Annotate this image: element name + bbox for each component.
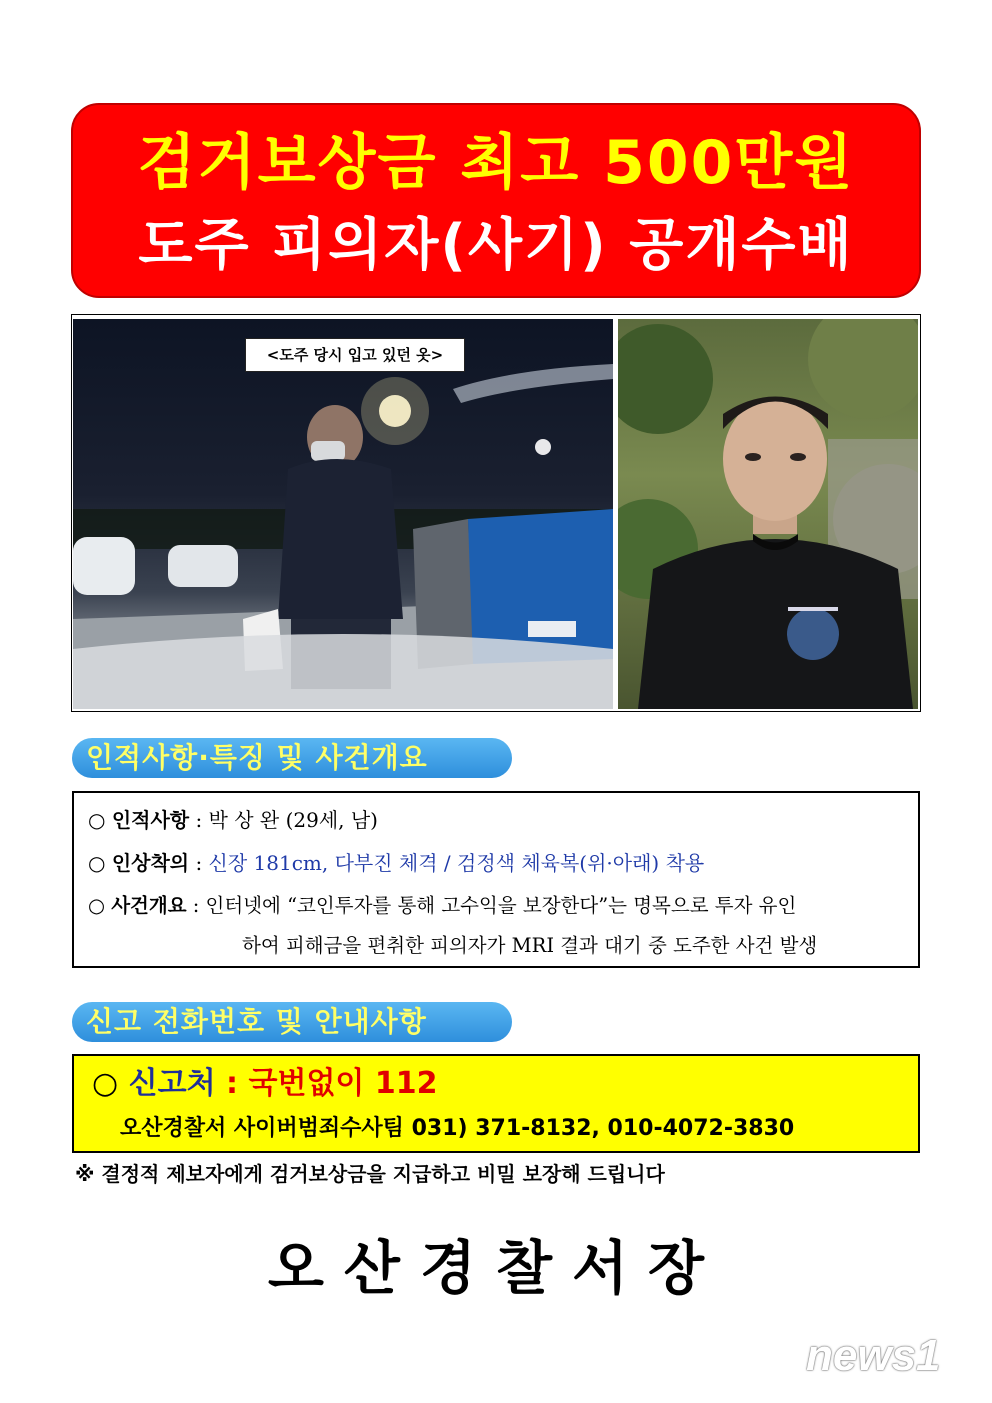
- contact-line: 오산경찰서 사이버범죄수사팀 031) 371-8132, 010-4072-3830: [120, 1116, 795, 1141]
- profile-row-appearance: [88, 848, 704, 878]
- case-value-continued: 하여 피해금을 편취한 피의자가 MRI 결과 대기 중 도주한 사건 발생: [242, 934, 818, 957]
- issuer-signature: 오산경찰서장: [267, 1234, 725, 1302]
- report-info-box: [72, 1054, 920, 1153]
- photo-caption: <도주 당시 입고 있던 옷>: [245, 338, 465, 372]
- separator: :: [215, 1066, 249, 1101]
- profile-row-case-continued: [242, 931, 817, 961]
- bullet: ○: [88, 851, 106, 875]
- bullet: ○: [88, 808, 106, 832]
- reward-title: 검거보상금 최고 500만원: [137, 128, 855, 198]
- profile-row-identity: [88, 805, 378, 835]
- header-banner: [71, 103, 921, 298]
- case-value: 인터넷에 “코인투자를 통해 고수익을 보장한다”는 명목으로 투자 유인: [205, 894, 797, 917]
- separator: :: [186, 894, 206, 917]
- wanted-title: 도주 피의자(사기) 공개수배: [138, 213, 854, 278]
- bullet: ○: [88, 894, 106, 917]
- suspect-portrait-photo: [618, 319, 918, 709]
- report-line: [92, 1064, 437, 1104]
- appearance-label: 인상착의: [111, 851, 190, 875]
- separator: :: [189, 808, 209, 832]
- identity-label: 인적사항: [111, 808, 190, 832]
- profile-row-case: [88, 891, 796, 921]
- profile-info-box: [72, 791, 920, 968]
- separator: :: [189, 851, 209, 875]
- cctv-scene-image: [73, 319, 613, 709]
- bullet: ○: [92, 1066, 119, 1101]
- section-heading-profile: 인적사항·특징 및 사건개요: [72, 738, 512, 778]
- reward-notice: ※ 결정적 제보자에게 검거보상금을 지급하고 비밀 보장해 드립니다: [75, 1162, 665, 1186]
- portrait-image: [618, 319, 918, 709]
- cctv-photo: [73, 319, 613, 709]
- appearance-value: 신장 181cm, 다부진 체격 / 검정색 체육복(위·아래) 착용: [208, 851, 705, 875]
- news-watermark: news1: [806, 1331, 941, 1380]
- identity-value: 박 상 완 (29세, 남): [208, 808, 378, 832]
- report-label: 신고처: [128, 1066, 216, 1101]
- case-label: 사건개요: [111, 894, 187, 917]
- section-heading-report: 신고 전화번호 및 안내사항: [72, 1002, 512, 1042]
- report-number: 국번없이 112: [248, 1066, 438, 1101]
